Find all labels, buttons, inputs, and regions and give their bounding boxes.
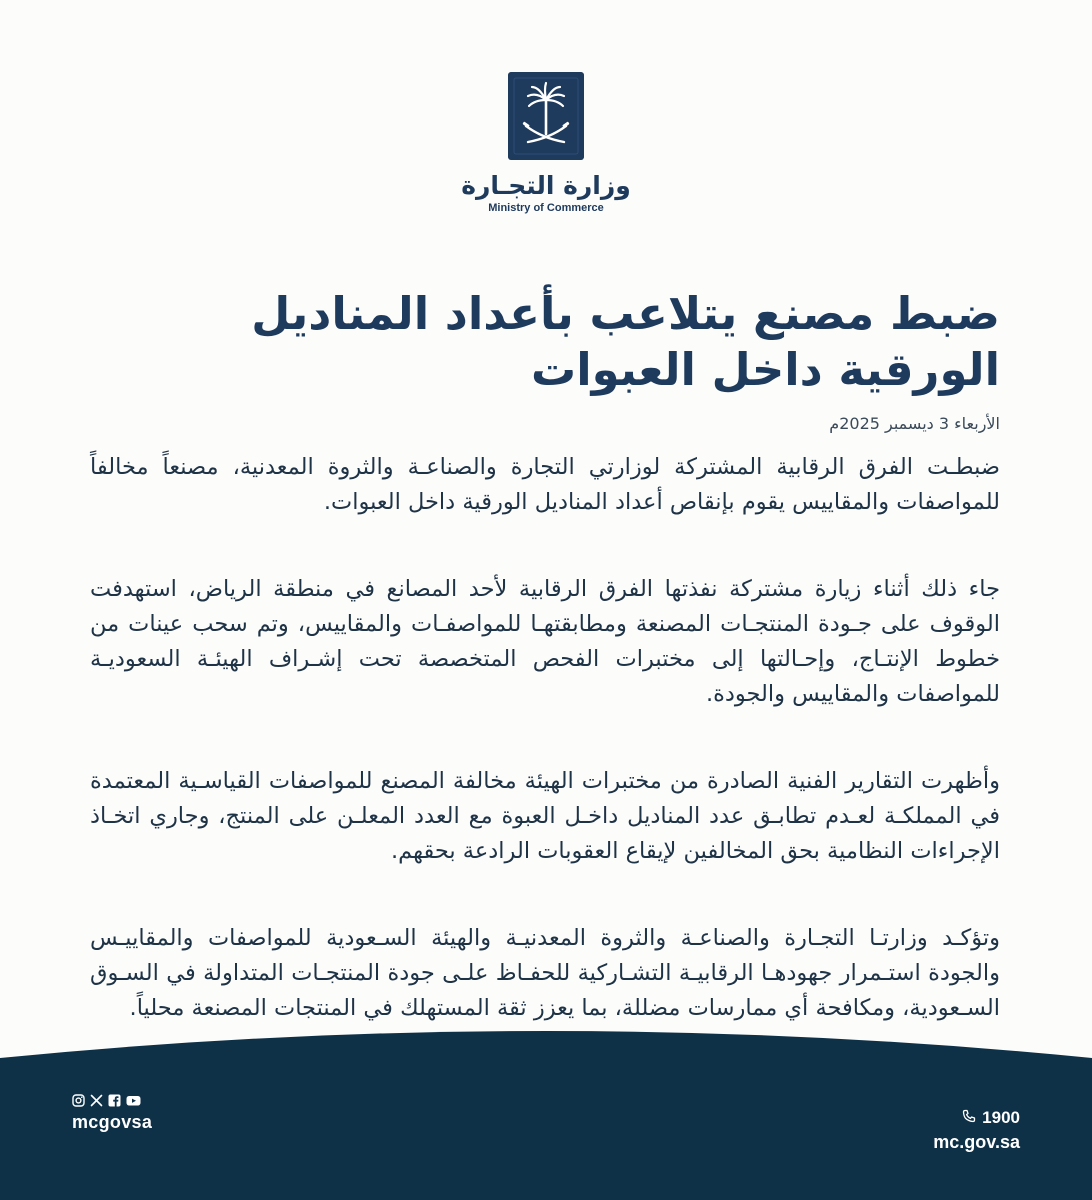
article-paragraph: وتؤكـد وزارتـا التجـارة والصناعـة والثروة المعدنيـة والهيئة السـعودية للمواصفات والمقاييـس والجودة استـمرار جهودهـا الرقابيـة التشـاركية للحفـاظ علـى جودة المنتجـات المتداولة في السـوق السـعودية، ومكافحة أي ممارسات مضللة، بما يعزز ثقة المستهلك في المنتجات المصنعة محلياً. bbox=[90, 925, 1000, 1021]
website-link[interactable]: mc.gov.sa bbox=[933, 1132, 1020, 1152]
facebook-icon[interactable] bbox=[108, 1092, 121, 1105]
ministry-name-arabic: وزارة التجـارة bbox=[461, 171, 631, 200]
instagram-icon[interactable] bbox=[72, 1092, 85, 1105]
phone-icon bbox=[962, 1108, 976, 1128]
x-icon[interactable] bbox=[90, 1092, 103, 1105]
social-icons bbox=[72, 1090, 152, 1106]
saudi-emblem-icon bbox=[508, 72, 584, 160]
youtube-icon[interactable] bbox=[126, 1092, 139, 1105]
header bbox=[0, 72, 1092, 214]
phone-number[interactable]: 1900 bbox=[982, 1108, 1020, 1127]
ministry-name-english: Ministry of Commerce bbox=[488, 202, 604, 214]
article-date: الأربعاء 3 ديسمبر 2025م bbox=[829, 414, 1000, 433]
social-block bbox=[72, 1090, 152, 1133]
social-handle[interactable]: mcgovsa bbox=[72, 1112, 153, 1132]
article-body bbox=[90, 450, 1000, 1078]
footer-wave-background bbox=[0, 1022, 1092, 1200]
footer bbox=[0, 1022, 1092, 1200]
article-paragraph: ضبطـت الفرق الرقابية المشتركة لوزارتي التجارة والصناعـة والثروة المعدنية، مصنعاً مخالفاً للمواصفات والمقاييس يقوم بإنقاص أعداد المناديل الورقية داخل العبوات. bbox=[90, 454, 1000, 515]
article-paragraph: جاء ذلك أثناء زيارة مشتركة نفذتها الفرق الرقابية لأحد المصانع في منطقة الرياض، استهدفت الوقوف على جـودة المنتجـات المصنعة ومطابقتهـا للمواصفـات والمقاييس، وتم سحب عينات من خطوط الإنتـاج، وإحـالتها إلى مختبرات الفحص المتخصصة تحت إشـراف الهيئـة السعوديـة للمواصفات والمقاييس والجودة. bbox=[90, 576, 1000, 707]
contact-block bbox=[933, 1108, 1020, 1153]
article-paragraph: وأظهرت التقارير الفنية الصادرة من مختبرات الهيئة مخالفة المصنع للمواصفات القياسـية المعتمدة في المملكـة لعـدم تطابـق عدد المناديل داخـل العبوة مع العدد المعلـن على المنتج، وجاري اتخـاذ الإجراءات النظامية بحق المخالفين لإيقاع العقوبات الرادعة بحقهم. bbox=[90, 768, 1000, 864]
phone-row[interactable] bbox=[933, 1108, 1020, 1128]
article-title: ضبط مصنع يتلاعب بأعداد المناديل الورقية داخل العبوات bbox=[251, 287, 1000, 396]
